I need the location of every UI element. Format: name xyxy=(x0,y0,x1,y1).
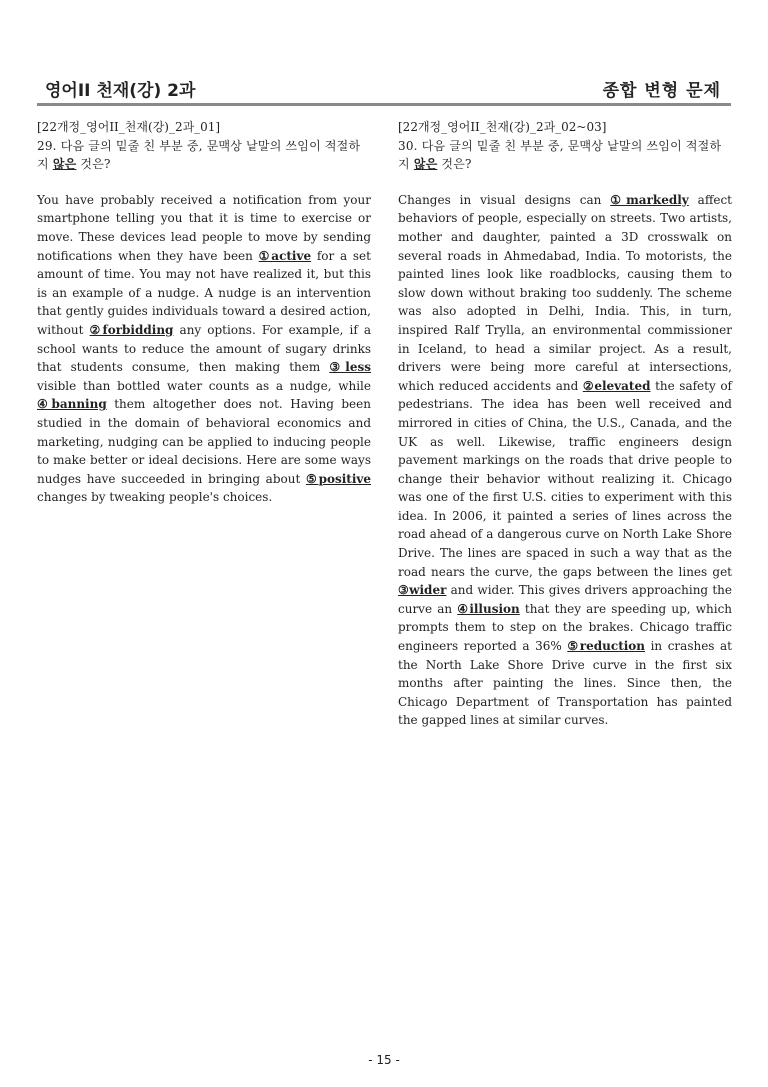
question-30-source: [22개정_영어II_천재(강)_2과_02~03] xyxy=(398,120,607,134)
question-30-passage xyxy=(398,191,732,730)
question-30-prompt xyxy=(398,137,732,174)
section-title: 종합 변형 문제 xyxy=(602,81,721,101)
passage-text: and wider. This gives drivers approaching the curve an xyxy=(398,583,732,616)
question-30-column xyxy=(398,118,732,730)
underlined-choice: ④illusion xyxy=(457,601,520,616)
question-29-prompt-end: 것은? xyxy=(76,157,111,172)
passage-text: in crashes at the North Lake Shore Drive curve in the first six months after painting the lines. Since then, the Chicago Department of Transportation has painted the gapped lines at similar curves. xyxy=(398,639,732,728)
question-30-prompt-start: 30. 다음 글의 밑줄 친 부분 중, 문맥상 낱말의 쓰임이 적절하지 xyxy=(398,138,722,172)
question-30-emphasis: 않은 xyxy=(413,157,438,172)
question-29-passage xyxy=(37,191,371,507)
underlined-choice: ⑤reduction xyxy=(567,639,646,654)
underlined-choice: ④banning xyxy=(37,397,107,412)
underlined-choice: ③wider xyxy=(398,583,447,598)
passage-text: for a set amount of time. You may not have realized it, but this is an example of a nudge. A nudge is an intervention that gently guides individuals toward a desired action, without xyxy=(37,248,371,337)
underlined-choice: ②elevated xyxy=(582,378,651,393)
passage-text: that they are speeding up, which prompts them to step on the brakes. Chicago traffic engineers reported a 36% xyxy=(398,601,733,654)
question-29-prompt xyxy=(37,137,371,174)
passage-text: You have probably received a notification from your smartphone telling you that it is time to exercise or move. These devices lead people to move by sending notifications when they have been xyxy=(37,192,371,263)
question-29-column xyxy=(37,118,371,507)
underlined-choice: ⑤positive xyxy=(305,471,371,486)
passage-text: any options. For example, if a school wants to reduce the amount of sugary drinks that students consume, then making them xyxy=(37,322,372,375)
question-29-emphasis: 않은 xyxy=(52,157,77,172)
chapter-title: 영어II 천재(강) 2과 xyxy=(45,81,196,101)
underlined-choice: ③less xyxy=(329,360,372,375)
header-divider xyxy=(37,103,731,106)
underlined-choice: ①markedly xyxy=(610,192,689,207)
passage-text: them altogether does not. Having been studied in the domain of behavioral economics and marketing, nudging can be applied to inducing people to make better or ideal decisions. Here are some ways nudges have succeeded in bringing about xyxy=(37,397,371,486)
question-29-prompt-start: 29. 다음 글의 밑줄 친 부분 중, 문맥상 낱말의 쓰임이 적절하지 xyxy=(37,138,361,172)
page-number: - 15 - xyxy=(368,1053,400,1067)
passage-text: affect behaviors of people, especially on streets. Two artists, mother and daughter, painted a 3D crosswalk on several roads in Ahmedabad, India. To motorists, the painted lines look like roadblocks, causing them to slow down without braking too suddenly. The scheme was also adopted in Delhi, India. This, in turn, inspired Ralf Trylla, an environmental commissioner in Iceland, to head a similar project. As a result, drivers were being more careful at intersections, which reduced accidents and xyxy=(398,192,732,393)
underlined-choice: ①active xyxy=(258,248,312,263)
passage-text: Changes in visual designs can xyxy=(398,192,611,207)
question-30-prompt-end: 것은? xyxy=(437,157,472,172)
question-29-source: [22개정_영어II_천재(강)_2과_01] xyxy=(37,120,221,134)
passage-text: the safety of pedestrians. The idea has been well received and mirrored in cities of China, the U.S., Canada, and the UK as well. Likewise, traffic engineers design pavement markings on the roads that drive people to change their behavior without realizing it. Chicago was one of the first U.S. cities to experiment with this idea. In 2006, it painted a series of lines across the road ahead of a dangerous curve on North Lake Shore Drive. The lines are spaced in such a way that as the road nears the curve, the gaps between the lines get xyxy=(398,378,732,579)
underlined-choice: ②forbidding xyxy=(89,322,174,337)
page-header xyxy=(37,74,731,102)
passage-text: changes by tweaking people's choices. xyxy=(37,490,273,505)
passage-text: visible than bottled water counts as a nudge, while xyxy=(37,378,371,393)
